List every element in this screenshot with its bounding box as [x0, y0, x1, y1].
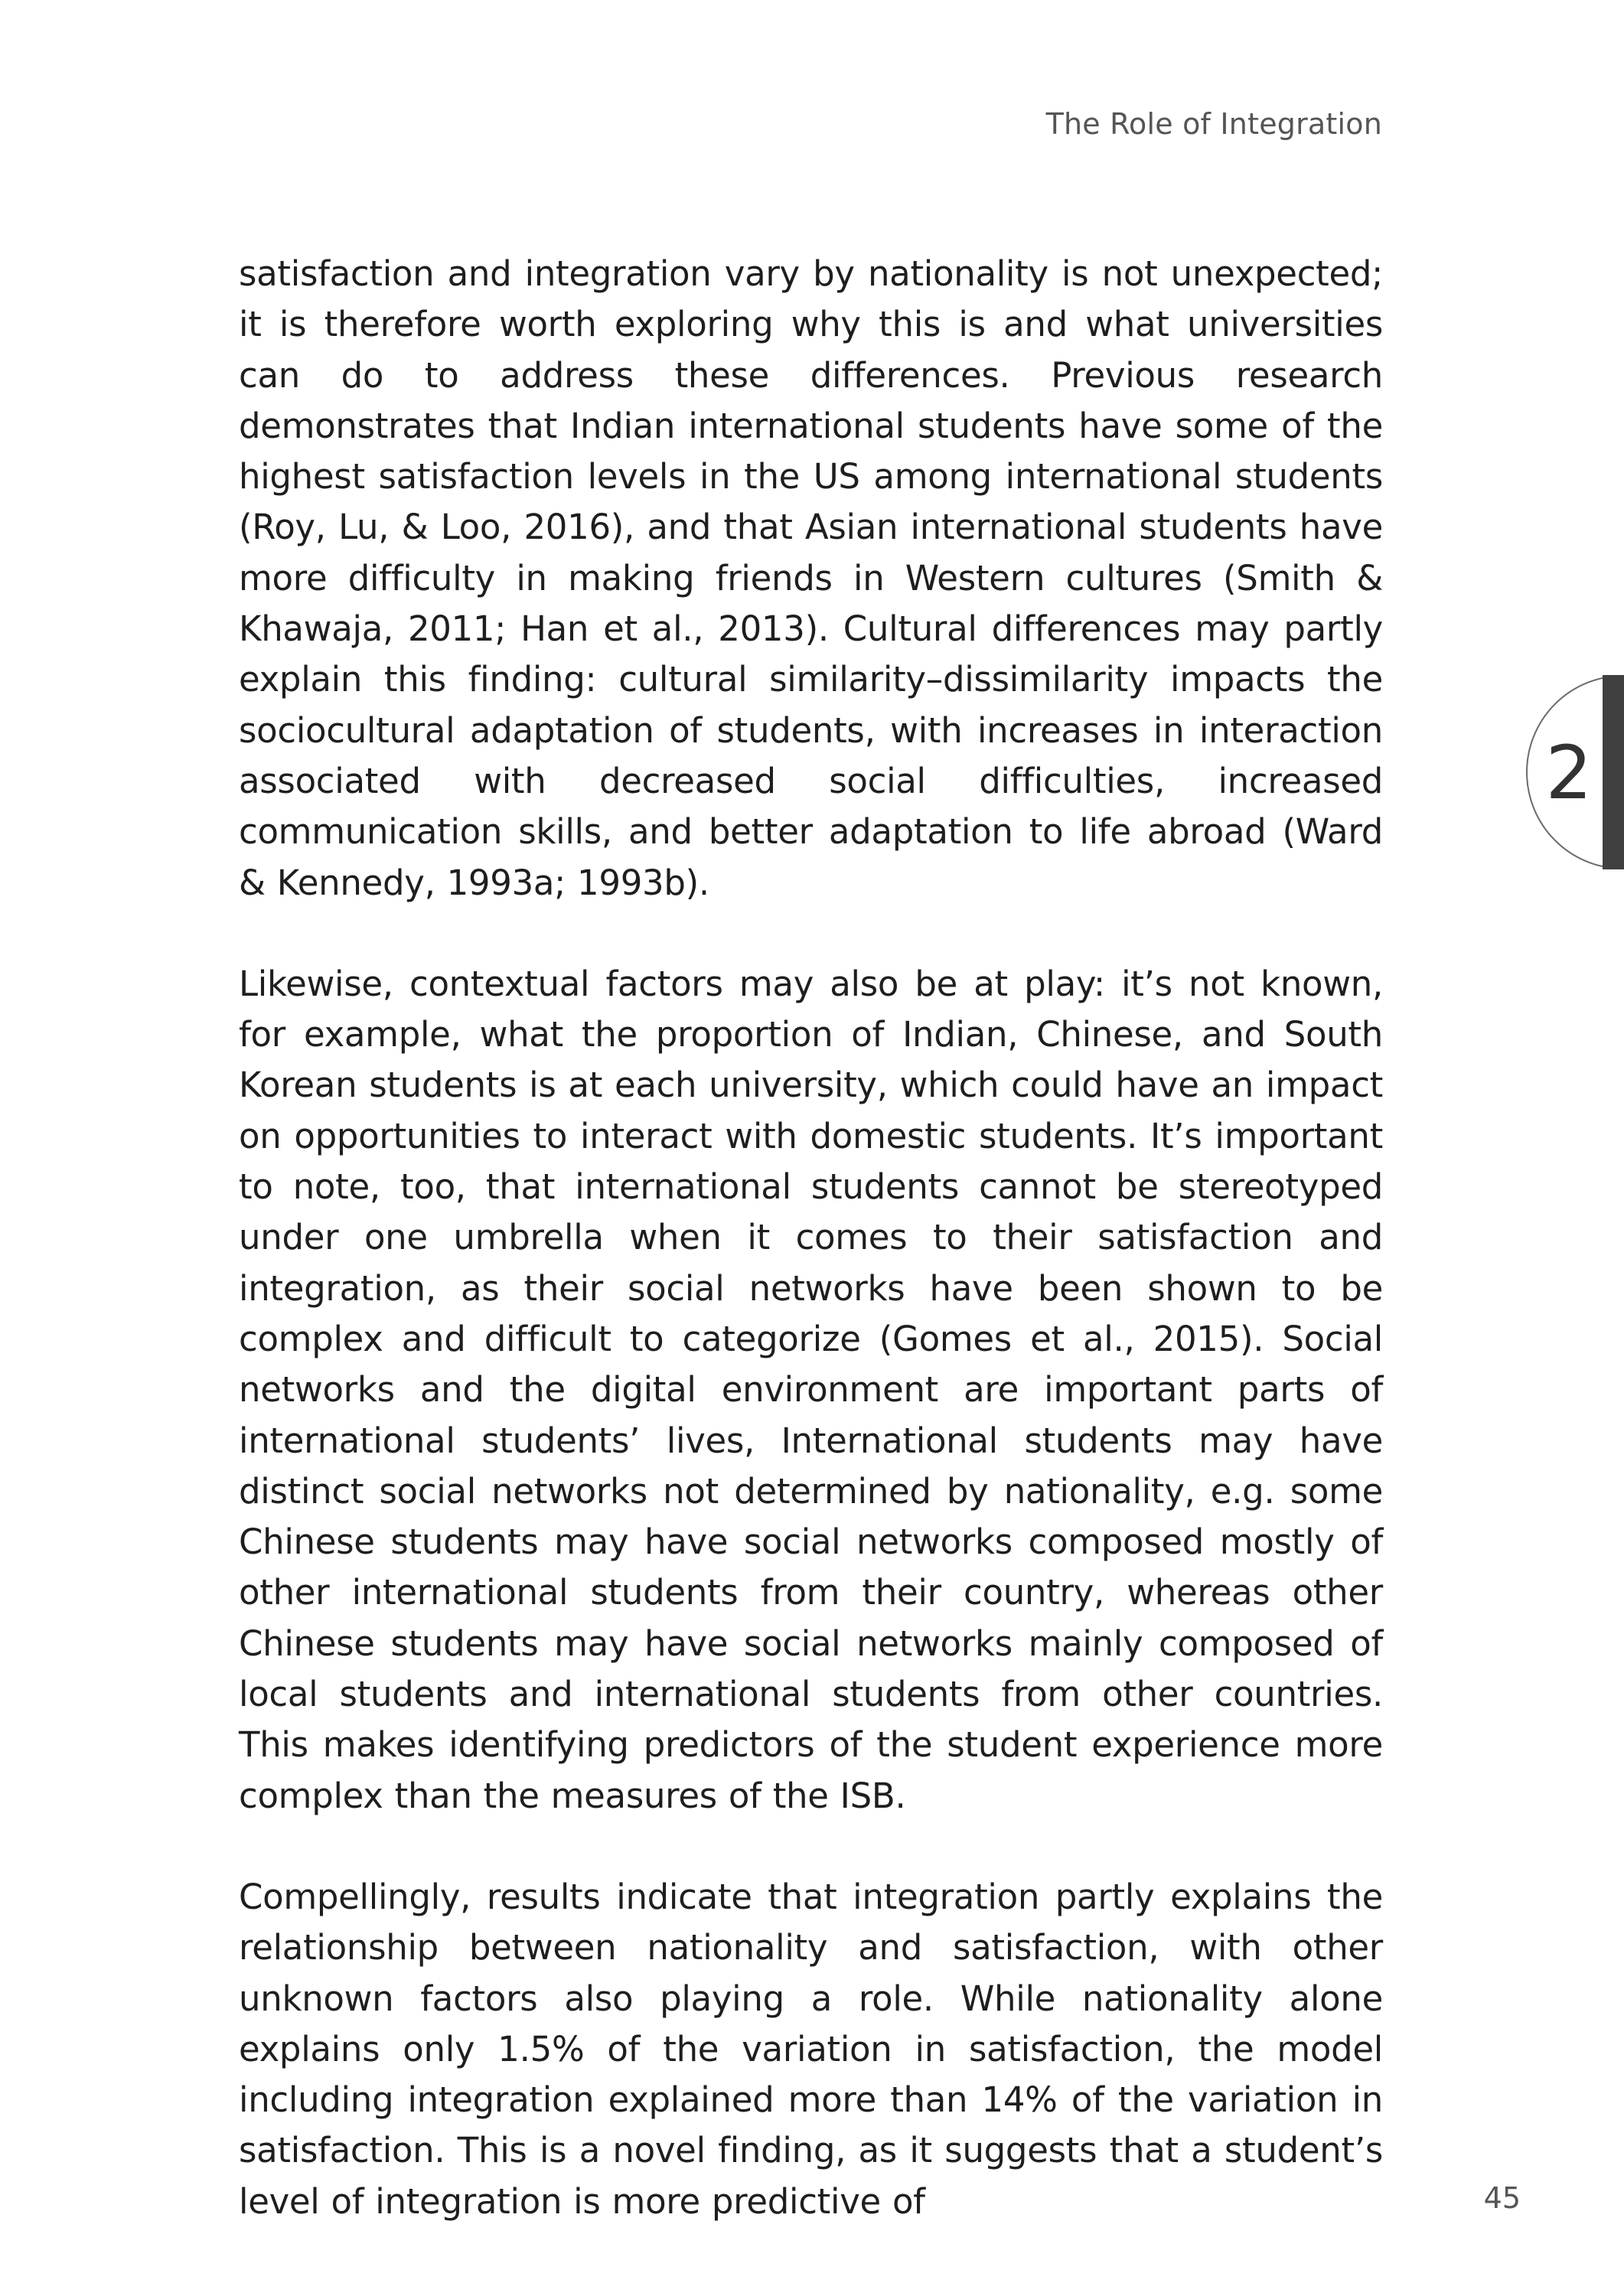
paragraph-2: Likewise, contextual factors may also be at play: it’s not known, for example, what the proportion of Indian, Chinese, and South Korean students is at each university, which could have an impact on opportunities to interact with domestic students. It’s important to note, too, that international students cannot be stereotyped under one umbrella when it comes to their satisfaction and integration, as their social networks have been shown to be complex and difficult to categorize (Gomes et al., 2015). Social networks and the digital environment are important parts of international students’ lives, International students may have distinct social networks not determined by nationality, e.g. some Chinese students may have social networks composed mostly of other international students from their country, whereas other Chinese students may have social networks mainly composed of local students and international students from other countries. This makes identifying predictors of the student experience more complex than the measures of the ISB.: [239, 963, 1383, 1816]
page-number: 45: [1483, 2181, 1521, 2215]
chapter-number: 2: [1545, 730, 1593, 816]
paragraph-1: satisfaction and integration vary by nationality is not unexpected; it is therefore worth exploring why this is and what universities can do to address these differences. Previous research demonstrates that Indian international students have some of the highest satisfaction levels in the US among international students (Roy, Lu, & Loo, 2016), and that Asian international students have more difficulty in making friends in Western cultures (Smith & Khawaja, 2011; Han et al., 2013). Cultural differences may partly explain this finding: cultural similarity–dissimilarity impacts the sociocultural adaptation of students, with increases in interaction associated with decreased social difficulties, increased communication skills, and better adaptation to life abroad (Ward & Kennedy, 1993a; 1993b).: [239, 253, 1383, 903]
paragraph-3: Compellingly, results indicate that integration partly explains the relationship between nationality and satisfaction, with other unknown factors also playing a role. While nationality alone explains only 1.5% of the variation in satisfaction, the model including integration explained more than 14% of the variation in satisfaction. This is a novel finding, as it suggests that a student’s level of integration is more predictive of: [239, 1876, 1383, 2222]
running-header: The Role of Integration: [1045, 107, 1382, 141]
body-text: [239, 249, 1383, 2227]
